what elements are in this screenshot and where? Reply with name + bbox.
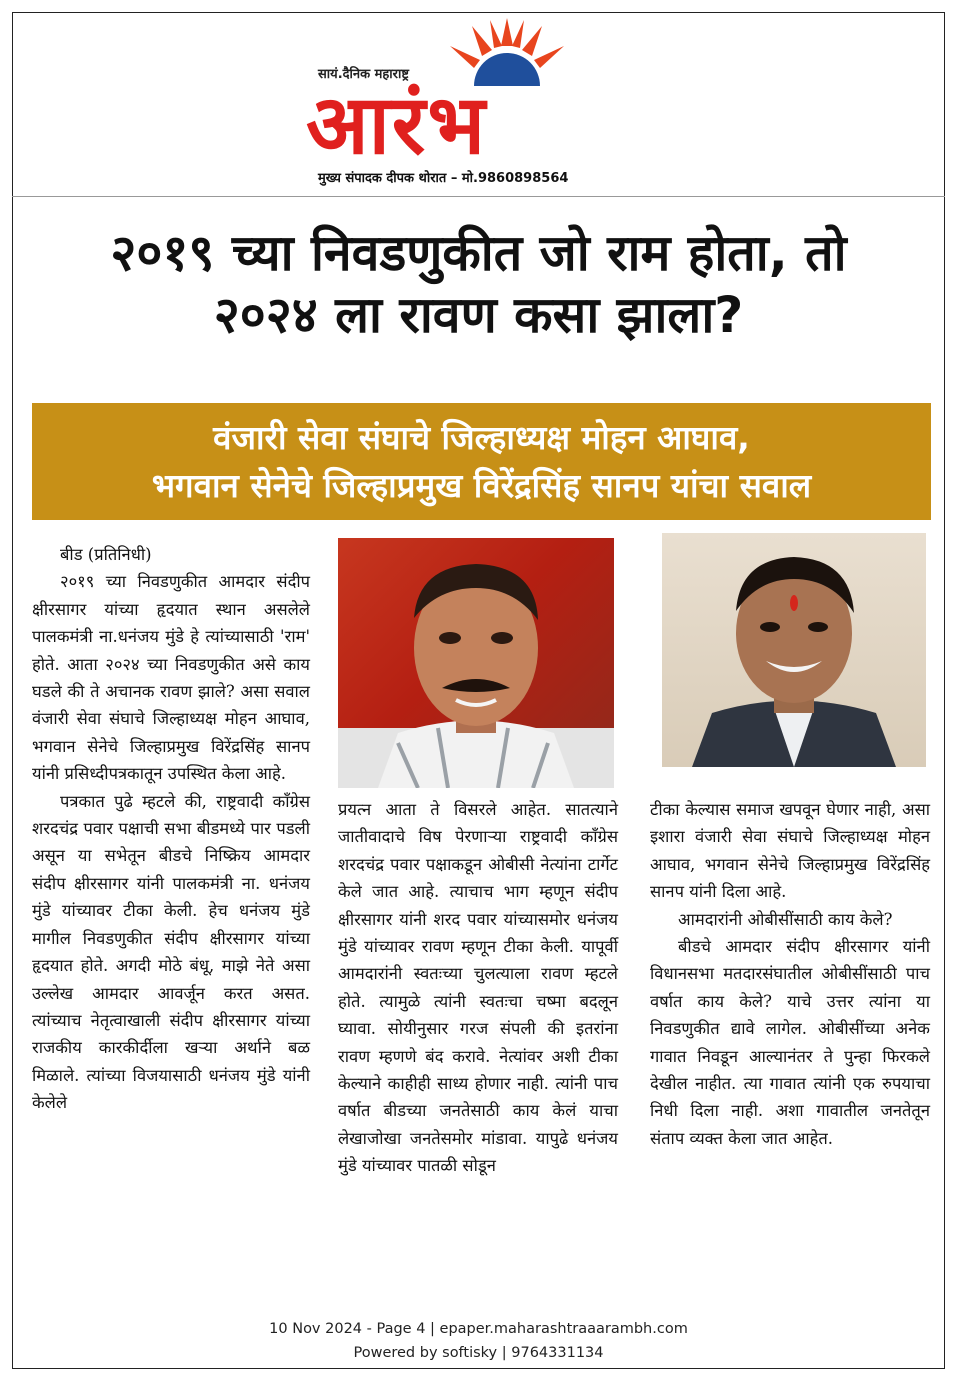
paragraph: पत्रकात पुढे म्हटले की, राष्ट्रवादी काँग्रेस शरदचंद्र पवार पक्षाची सभा बीडमध्ये पार पडली असून या सभेतून बीडचे निष्क्रिय आमदार संदीप क्षीरसागर यांनी पालकमंत्री ना. धनंजय मुंडे यांच्यावर टीका केली. हेच धनंजय मुंडे मागील निवडणुकीत संदीप क्षीरसागर यांच्या हृदयात होते. अगदी मोठे बंधू, माझे नेते असा उल्लेख आमदार आवर्जून करत असत. त्यांच्याच नेतृत्वाखाली संदीप क्षीरसागर यांच्या राजकीय कारकीर्दीला खऱ्या अर्थाने बळ मिळाले. त्यांच्या विजयासाठी धनंजय मुंडे यांनी केलेले xyxy=(32,791,310,1113)
portrait-icon xyxy=(338,538,614,788)
dateline: बीड (प्रतिनिधी) xyxy=(60,545,152,564)
paragraph: बीडचे आमदार संदीप क्षीरसागर यांनी विधानसभा मतदारसंघातील ओबीसींसाठी पाच वर्षात काय केले? याचे उत्तर त्यांना या निवडणुकीत द्यावे लागेल. ओबीसींच्या अनेक गावात निवडून आल्यानंतर ते पुन्हा फिरकले देखील नाहीत. त्या गावात त्यांनी एक रुपयाचा निधी दिला नाही. अशा गावातील जनतेतून संताप व्यक्त केला जात आहेत. xyxy=(650,937,930,1148)
editor-line: मुख्य संपादक दीपक थोरात – मो.9860898564 xyxy=(318,171,569,186)
footer-date-page-link: 10 Nov 2024 - Page 4 | epaper.maharashtraaarambh.com xyxy=(269,1321,688,1337)
portrait-icon xyxy=(662,533,926,767)
paragraph: प्रयत्न आता ते विसरले आहेत. सातत्याने जातीवादाचे विष पेरणाऱ्या राष्ट्रवादी काँग्रेस शरदचंद्र पवार पक्षाकडून ओबीसी नेत्यांना टार्गेट केले जात आहे. त्याचाच भाग म्हणून संदीप क्षीरसागर यांनी शरद पवार यांच्यासमोर धनंजय मुंडे यांच्यावर रावण म्हणून टीका केली. यापूर्वी आमदारांनी स्वतःच्या चुलत्याला रावण म्हटले होते. त्यामुळे त्यांनी स्वतःचा चष्मा बदलून घ्यावा. सोयीनुसार गरज संपली की इतरांना रावण म्हणणे बंद करावे. नेत्यांवर अशी टीका केल्याने काहीही साध्य होणार नाही. त्यांनी पाच वर्षात बीडच्या जनतेसाठी काय केलं याचा लेखाजोखा जनतेसमोर मांडावा. यापुढे धनंजय मुंडे यांच्यावर पातळी सोडून xyxy=(338,800,618,1176)
headline-line-2: २०२४ ला रावण कसा झाला? xyxy=(213,286,744,344)
paragraph: २०१९ च्या निवडणुकीत आमदार संदीप क्षीरसागर यांच्या हृदयात स्थान असलेले पालकमंत्री ना.धनंजय मुंडे हे त्यांच्यासाठी 'राम' होते. आता २०२४ च्या निवडणुकीत असे काय घडले की ते अचानक रावण झाले? असा सवाल वंजारी सेवा संघाचे जिल्हाध्यक्ष मोहन आघाव, भगवान सेनेचे जिल्हाप्रमुख विरेंद्रसिंह सानप यांनी प्रसिध्दीपत्रकातून उपस्थित केला आहे. xyxy=(32,572,310,784)
headline-line-1: २०१९ च्या निवडणुकीत जो राम होता, तो xyxy=(110,224,847,282)
footer-powered-by: Powered by softisky | 9764331134 xyxy=(353,1345,604,1361)
banner-line-1: वंजारी सेवा संघाचे जिल्हाध्यक्ष मोहन आघाव, xyxy=(213,418,750,457)
article-column-3 xyxy=(650,796,930,1152)
article-column-1 xyxy=(32,541,310,1117)
subheading: आमदारांनी ओबीसींसाठी काय केले? xyxy=(678,909,893,929)
masthead-tagline: सायं.दैनिक महाराष्ट्र xyxy=(318,67,409,82)
paragraph: टीका केल्यास समाज खपवून घेणार नाही, असा इशारा वंजारी सेवा संघाचे जिल्हाध्यक्ष मोहन आघाव, भगवान सेनेचे जिल्हाप्रमुख विरेंद्रसिंह सानप यांनी दिला आहे. xyxy=(650,800,930,902)
masthead-divider xyxy=(12,196,945,197)
sub-headline-banner xyxy=(32,403,931,520)
photo-mohan-aghav xyxy=(338,538,614,788)
headline xyxy=(40,222,917,346)
article-column-2 xyxy=(338,796,618,1180)
banner-line-2: भगवान सेनेचे जिल्हाप्रमुख विरेंद्रसिंह सानप यांचा सवाल xyxy=(151,466,812,505)
newspaper-logo: आरंभ xyxy=(306,78,487,173)
photo-virendrasinh-sanap xyxy=(662,533,926,767)
sun-logo-icon xyxy=(442,16,572,86)
